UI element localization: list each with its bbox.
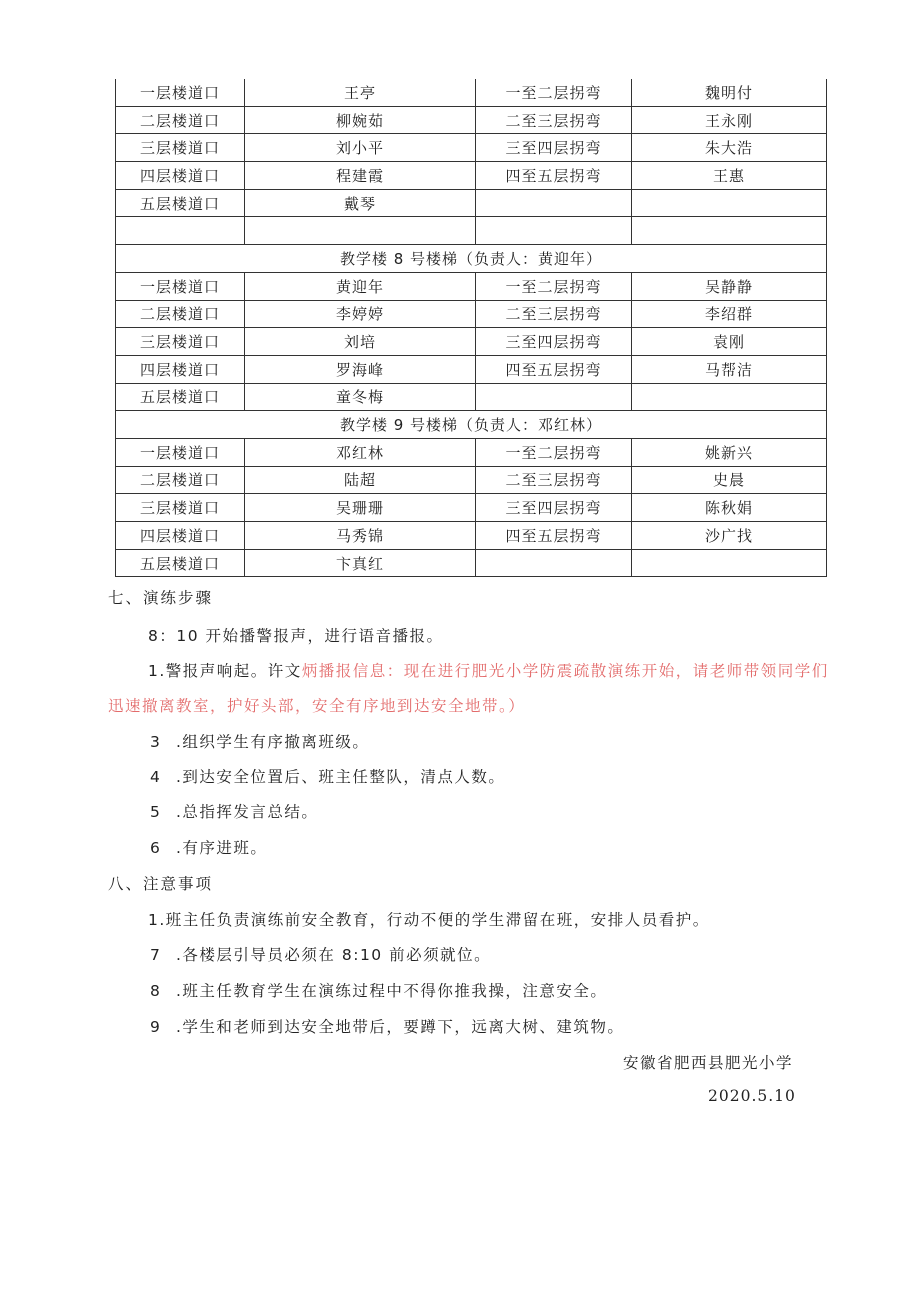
step-text: .有序进班。 — [176, 839, 268, 857]
turn-guide-cell — [632, 383, 827, 411]
landing-guide-cell: 柳婉茹 — [245, 106, 476, 134]
signature-org: 安徽省肥西县肥光小学 — [623, 1054, 794, 1072]
turn-guide-cell: 王惠 — [632, 162, 827, 190]
table-row — [116, 355, 827, 383]
turn-guide-cell: 史晨 — [632, 466, 827, 494]
table-row — [116, 494, 827, 522]
stairwell-header-cell: 教学楼 9 号楼梯（负责人：邓红林） — [116, 411, 827, 439]
turn-guide-cell: 李绍群 — [632, 300, 827, 328]
step-1-prefix: 1.警报声响起。许文 — [148, 662, 302, 680]
turn-location-cell: 四至五层拐弯 — [476, 162, 632, 190]
landing-guide-cell: 童冬梅 — [245, 383, 476, 411]
floor-landing-cell — [116, 217, 245, 245]
note-1: 1.班主任负责演练前安全教育，行动不便的学生滞留在班，安排人员看护。 — [148, 911, 710, 929]
landing-guide-cell: 刘培 — [245, 328, 476, 356]
stairwell-header-cell: 教学楼 8 号楼梯（负责人：黄迎年） — [116, 245, 827, 273]
floor-landing-cell: 四层楼道口 — [116, 355, 245, 383]
broadcast-message-part-1: 炳播报信息：现在进行肥光小学防震疏散演练开始，请老师带领同学们 — [301, 662, 829, 680]
floor-landing-cell: 四层楼道口 — [116, 522, 245, 550]
table-row — [116, 549, 827, 577]
note-number: 7 — [150, 946, 162, 964]
turn-guide-cell: 袁刚 — [632, 328, 827, 356]
turn-location-cell: 三至四层拐弯 — [476, 134, 632, 162]
turn-guide-cell: 朱大浩 — [632, 134, 827, 162]
turn-guide-cell: 姚新兴 — [632, 438, 827, 466]
step-3 — [150, 730, 369, 752]
step-number: 4 — [150, 768, 162, 786]
turn-guide-cell: 魏明付 — [632, 79, 827, 106]
floor-landing-cell: 三层楼道口 — [116, 494, 245, 522]
floor-landing-cell: 五层楼道口 — [116, 189, 245, 217]
landing-guide-cell: 卞真红 — [245, 549, 476, 577]
note-9 — [150, 1015, 624, 1037]
step-4 — [150, 765, 505, 787]
landing-guide-cell: 罗海峰 — [245, 355, 476, 383]
table-row — [116, 217, 827, 245]
step-number: 3 — [150, 733, 162, 751]
floor-landing-cell: 二层楼道口 — [116, 466, 245, 494]
step-text: .到达安全位置后、班主任整队，清点人数。 — [176, 768, 506, 786]
step-number: 5 — [150, 803, 162, 821]
floor-landing-cell: 二层楼道口 — [116, 300, 245, 328]
floor-landing-cell: 五层楼道口 — [116, 549, 245, 577]
landing-guide-cell: 邓红林 — [245, 438, 476, 466]
note-8 — [150, 979, 607, 1001]
landing-guide-cell — [245, 217, 476, 245]
table-row — [116, 466, 827, 494]
step-1-line-1 — [148, 659, 829, 681]
note-text: .各楼层引导员必须在 8:10 前必须就位。 — [176, 946, 492, 964]
turn-location-cell — [476, 549, 632, 577]
turn-location-cell: 四至五层拐弯 — [476, 355, 632, 383]
turn-location-cell — [476, 383, 632, 411]
turn-location-cell: 二至三层拐弯 — [476, 106, 632, 134]
turn-guide-cell — [632, 549, 827, 577]
landing-guide-cell: 马秀锦 — [245, 522, 476, 550]
turn-location-cell — [476, 217, 632, 245]
turn-location-cell: 三至四层拐弯 — [476, 328, 632, 356]
table-row — [116, 134, 827, 162]
landing-guide-cell: 李婷婷 — [245, 300, 476, 328]
turn-guide-cell: 马帮洁 — [632, 355, 827, 383]
turn-location-cell: 一至二层拐弯 — [476, 79, 632, 106]
floor-landing-cell: 三层楼道口 — [116, 134, 245, 162]
drill-start-text: 8：10 开始播警报声，进行语音播报。 — [148, 627, 444, 645]
floor-landing-cell: 一层楼道口 — [116, 272, 245, 300]
turn-location-cell — [476, 189, 632, 217]
landing-guide-cell: 程建霞 — [245, 162, 476, 190]
section-8-heading: 八、注意事项 — [108, 875, 214, 893]
turn-guide-cell: 王永刚 — [632, 106, 827, 134]
stairwell-header-row — [116, 245, 827, 273]
turn-guide-cell: 吴静静 — [632, 272, 827, 300]
table-row — [116, 383, 827, 411]
turn-guide-cell: 陈秋娟 — [632, 494, 827, 522]
table-row — [116, 522, 827, 550]
table-row — [116, 79, 827, 106]
step-number: 6 — [150, 839, 162, 857]
stairwell-duty-table — [115, 79, 827, 577]
signature-date: 2020.5.10 — [708, 1087, 796, 1105]
landing-guide-cell: 吴珊珊 — [245, 494, 476, 522]
landing-guide-cell: 刘小平 — [245, 134, 476, 162]
step-6 — [150, 836, 267, 858]
floor-landing-cell: 三层楼道口 — [116, 328, 245, 356]
landing-guide-cell: 戴琴 — [245, 189, 476, 217]
turn-location-cell: 一至二层拐弯 — [476, 272, 632, 300]
step-text: .组织学生有序撤离班级。 — [176, 733, 370, 751]
turn-location-cell: 三至四层拐弯 — [476, 494, 632, 522]
table-row — [116, 272, 827, 300]
floor-landing-cell: 五层楼道口 — [116, 383, 245, 411]
floor-landing-cell: 一层楼道口 — [116, 438, 245, 466]
table-row — [116, 438, 827, 466]
note-7 — [150, 943, 491, 965]
floor-landing-cell: 四层楼道口 — [116, 162, 245, 190]
floor-landing-cell: 一层楼道口 — [116, 79, 245, 106]
turn-location-cell: 二至三层拐弯 — [476, 300, 632, 328]
note-text: .学生和老师到达安全地带后，要蹲下，远离大树、建筑物。 — [176, 1018, 625, 1036]
step-text: .总指挥发言总结。 — [176, 803, 319, 821]
turn-guide-cell — [632, 189, 827, 217]
landing-guide-cell: 黄迎年 — [245, 272, 476, 300]
table-row — [116, 106, 827, 134]
note-number: 8 — [150, 982, 162, 1000]
step-5 — [150, 800, 318, 822]
turn-location-cell: 一至二层拐弯 — [476, 438, 632, 466]
landing-guide-cell: 陆超 — [245, 466, 476, 494]
table-row — [116, 162, 827, 190]
broadcast-message-part-2: 迅速撤离教室，护好头部，安全有序地到达安全地带。） — [108, 697, 526, 715]
section-7-heading: 七、演练步骤 — [108, 589, 214, 607]
floor-landing-cell: 二层楼道口 — [116, 106, 245, 134]
turn-guide-cell: 沙广找 — [632, 522, 827, 550]
landing-guide-cell: 王亭 — [245, 79, 476, 106]
turn-location-cell: 四至五层拐弯 — [476, 522, 632, 550]
turn-guide-cell — [632, 217, 827, 245]
stairwell-header-row — [116, 411, 827, 439]
table-row — [116, 189, 827, 217]
turn-location-cell: 二至三层拐弯 — [476, 466, 632, 494]
note-number: 9 — [150, 1018, 162, 1036]
note-text: .班主任教育学生在演练过程中不得你推我操，注意安全。 — [176, 982, 608, 1000]
table-row — [116, 328, 827, 356]
table-row — [116, 300, 827, 328]
